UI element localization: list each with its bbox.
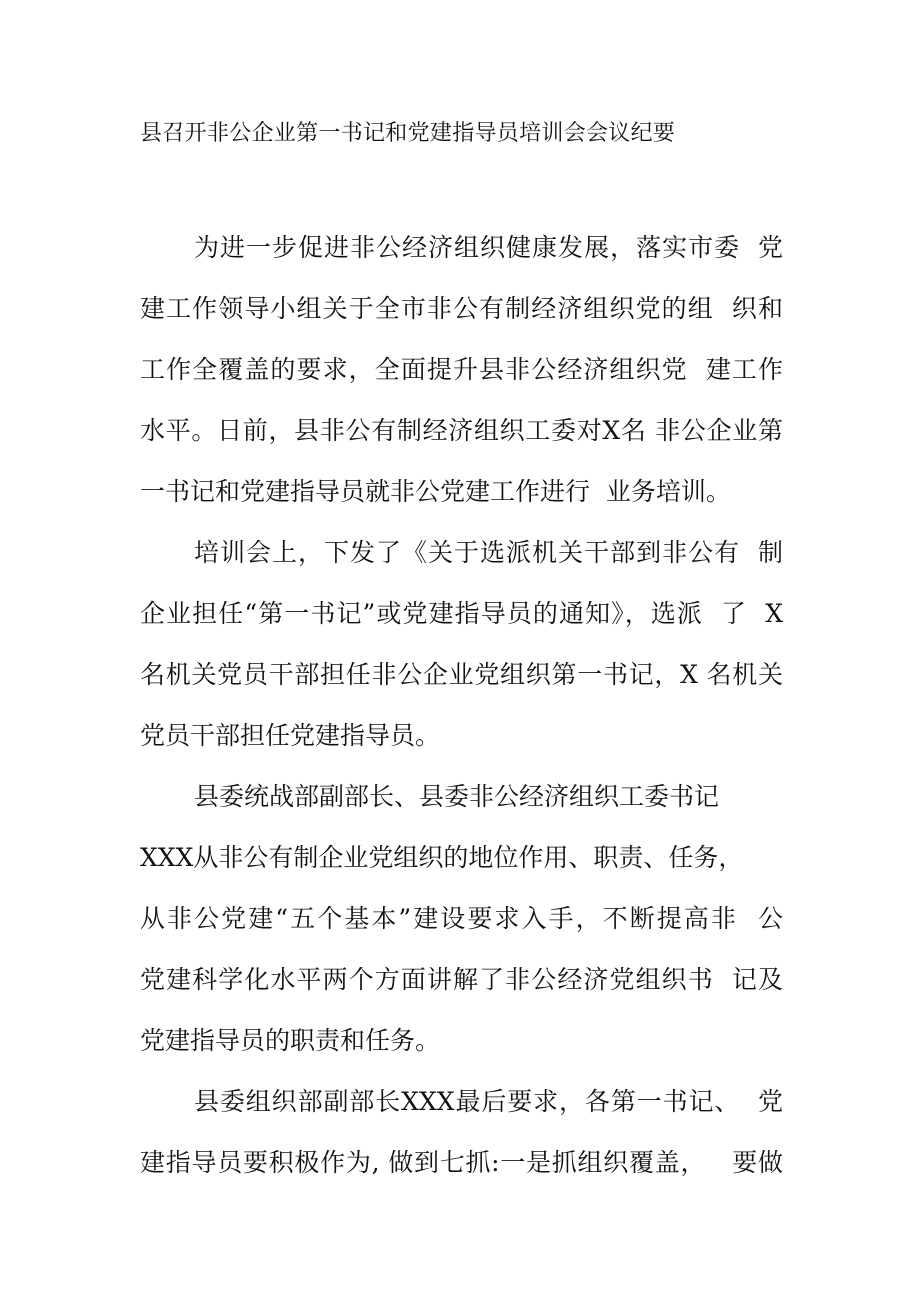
paragraph-1-line-3: 工作全覆盖的要求，全面提升县非公经济组织党 建工作 xyxy=(140,355,783,384)
paragraph-1-line-5: 一书记和党建指导员就非公党建工作进行 业务培训。 xyxy=(140,477,731,506)
paragraph-3-line-1: 县委统战部副部长、县委非公经济组织工委书记 xyxy=(194,782,720,811)
paragraph-2-line-2: 企业担任“第一书记”或党建指导员的通知》，选派 了 X xyxy=(140,599,783,628)
paragraph-4-line-2: 建指导员要积极作为, 做到七抓:一是抓组织覆盖， 要做 xyxy=(140,1148,783,1177)
document-title: 县召开非公企业第一书记和党建指导员培训会会议纪要 xyxy=(140,121,676,146)
paragraph-1-line-4: 水平。日前，县非公有制经济组织工委对X名 非公企业第 xyxy=(140,416,783,445)
paragraph-1-line-1: 为进一步促进非公经济组织健康发展，落实市委 党 xyxy=(194,233,783,262)
paragraph-2-line-3: 名机关党员干部担任非公企业党组织第一书记，X 名机关 xyxy=(140,660,783,689)
paragraph-3-line-4: 党建科学化水平两个方面讲解了非公经济党组织书 记及 xyxy=(140,965,783,994)
paragraph-3-line-2: XXX从非公有制企业党组织的地位作用、职责、任务， xyxy=(140,843,744,872)
paragraph-1-line-2: 建工作领导小组关于全市非公有制经济组织党的组 织和 xyxy=(140,294,783,323)
paragraph-3-line-5: 党建指导员的职责和任务。 xyxy=(140,1026,441,1055)
paragraph-4-line-1: 县委组织部副部长XXX最后要求，各第一书记、 党 xyxy=(194,1087,783,1116)
paragraph-3-line-3: 从非公党建“五个基本”建设要求入手，不断提高非 公 xyxy=(140,904,783,933)
paragraph-2-line-1: 培训会上，下发了《关于选派机关干部到非公有 制 xyxy=(194,538,783,567)
paragraph-2-line-4: 党员干部担任党建指导员。 xyxy=(140,721,441,750)
